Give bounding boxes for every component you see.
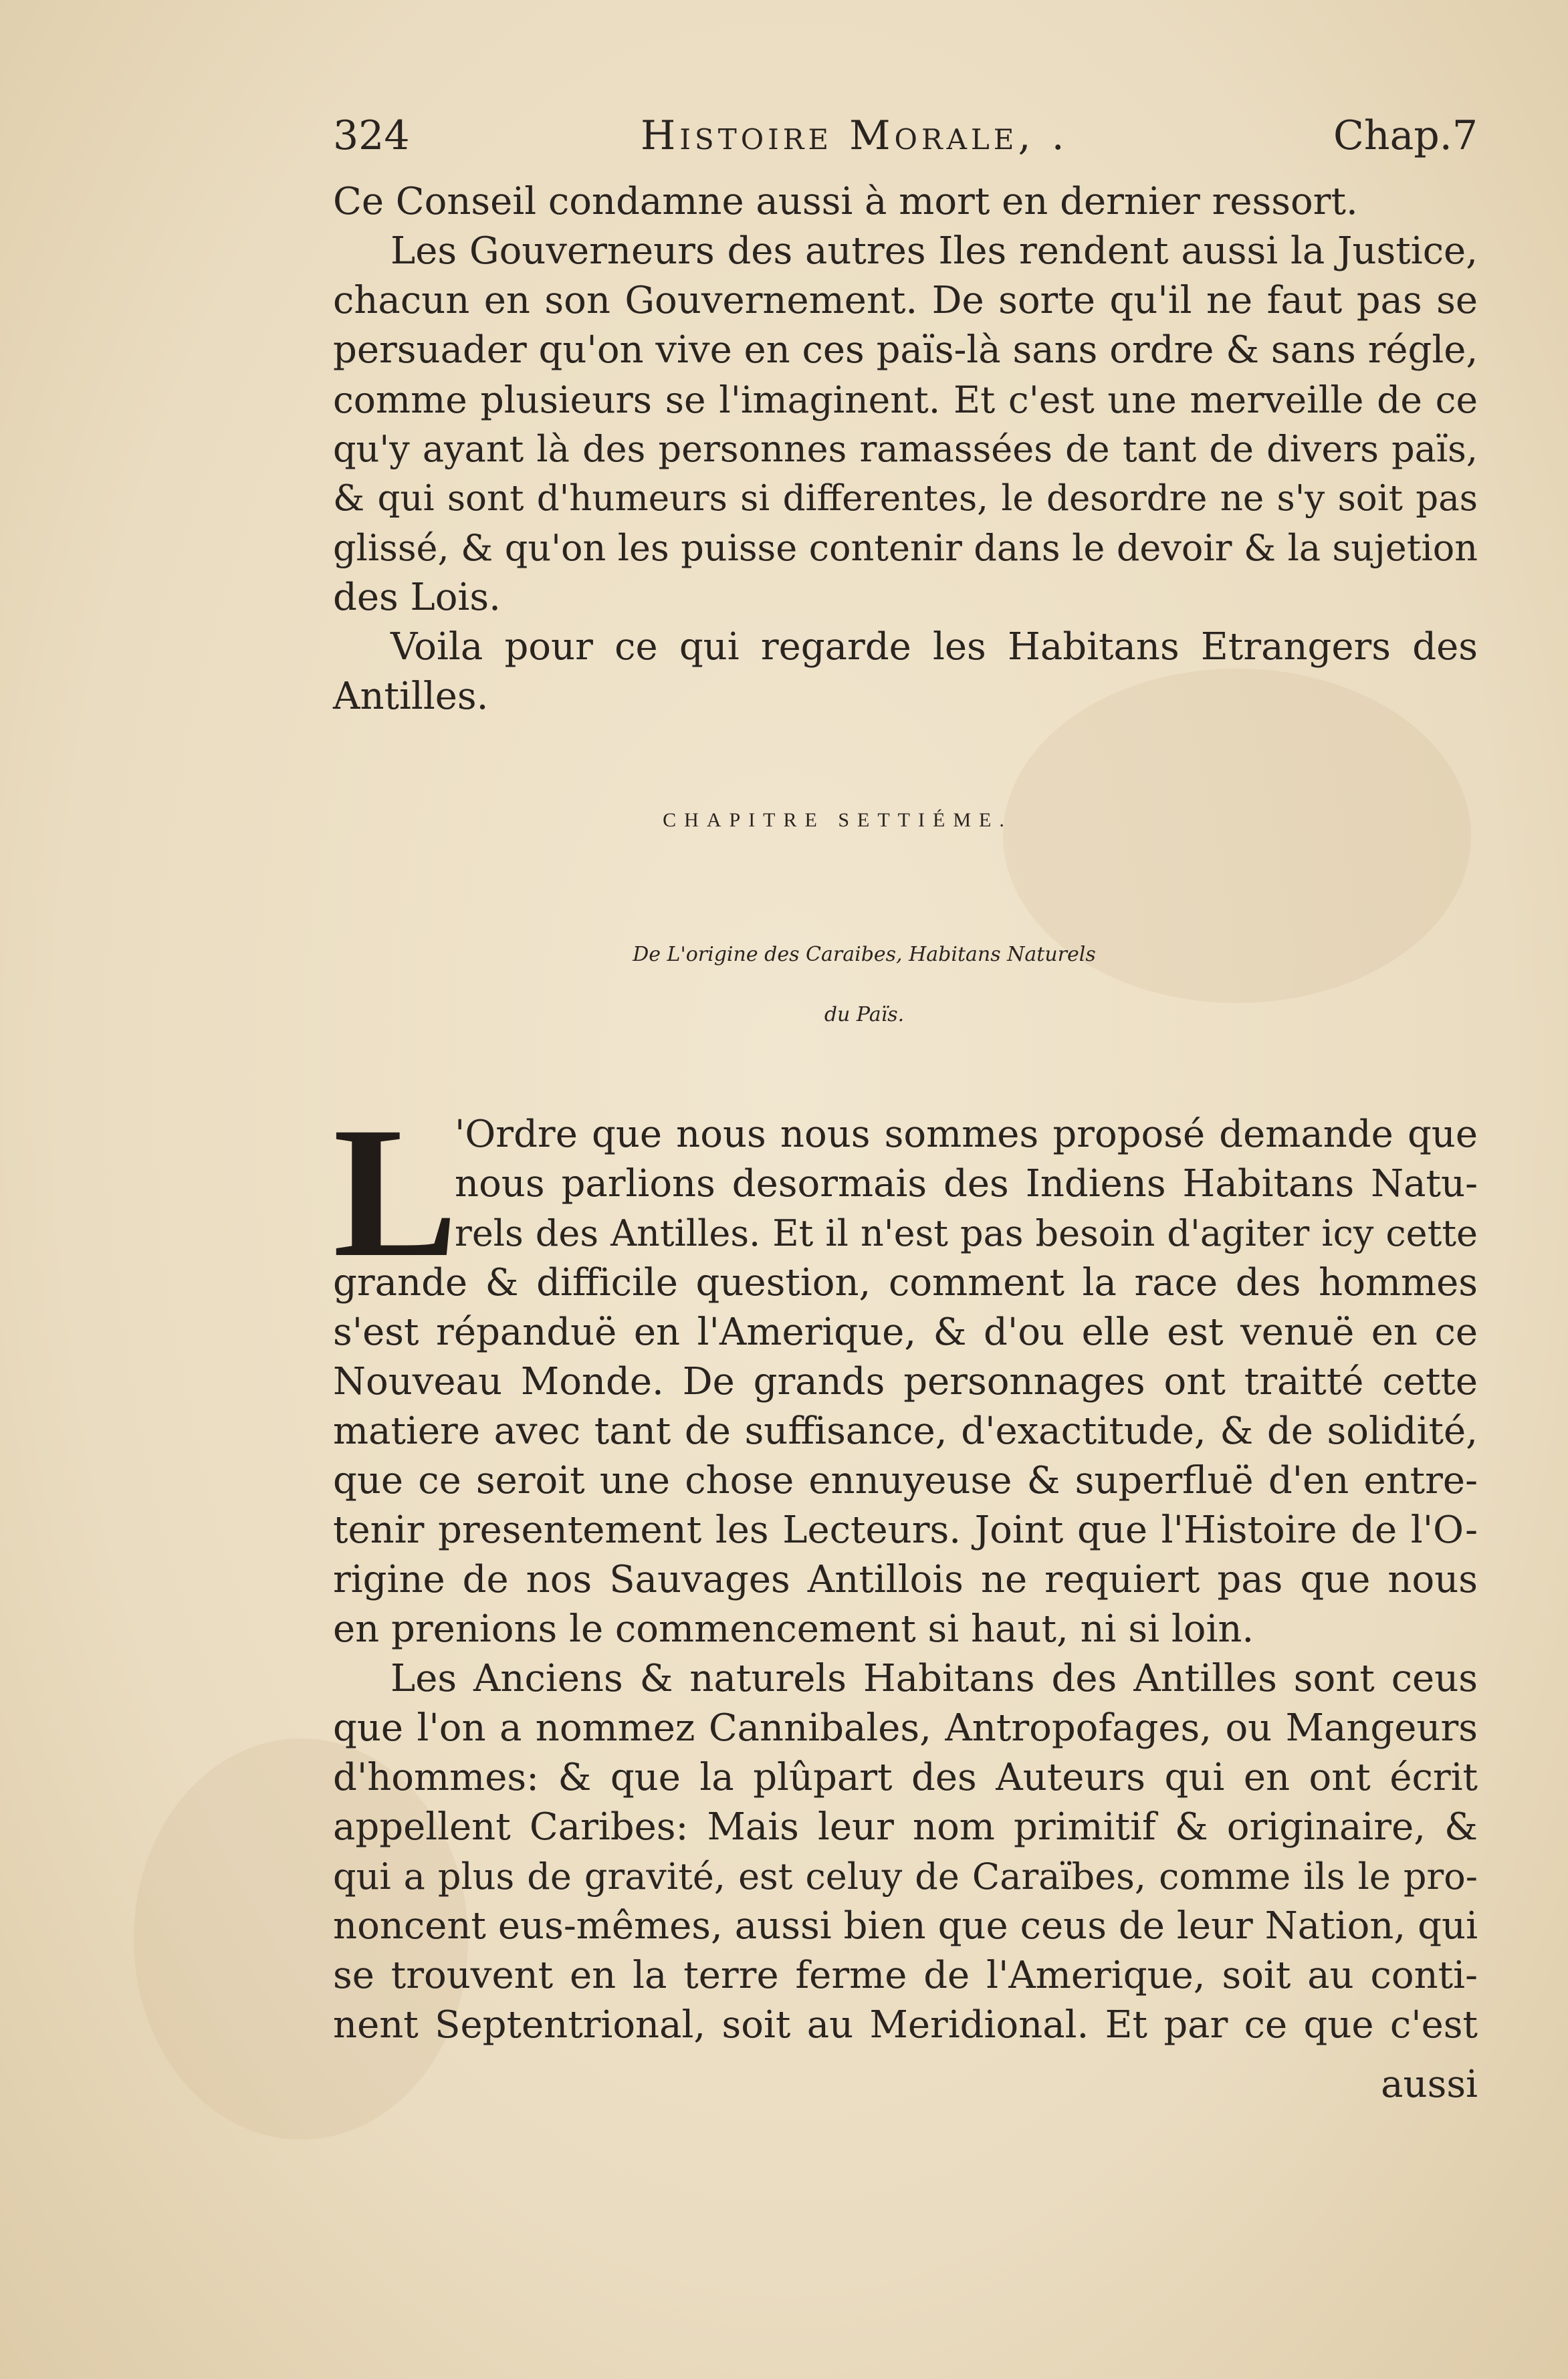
text-line: noncent eus-mêmes, aussi bien que ceus de leur Nation, qui bbox=[333, 1904, 1478, 1948]
chapter-subtitle: De L'origine des Caraibes, Habitans Naturels bbox=[633, 943, 1096, 966]
text-line: en prenions le commencement si haut, ni si loin. bbox=[333, 1607, 1254, 1651]
text-line: Les Gouverneurs des autres Iles rendent aussi la Justice, bbox=[390, 229, 1478, 273]
text-line: rigine de nos Sauvages Antillois ne requiert pas que nous bbox=[333, 1558, 1478, 1601]
text-line: s'est répanduë en l'Amerique, & d'ou elle est venuë en ce bbox=[333, 1311, 1478, 1354]
text-line: qu'y ayant là des personnes ramassées de tant de divers païs, bbox=[333, 428, 1478, 470]
text-line: Voila pour ce qui regarde les Habitans Etrangers des bbox=[390, 625, 1478, 669]
text-line: rels des Antilles. Et il n'est pas besoin d'agiter icy cette bbox=[455, 1212, 1478, 1254]
text-line: tenir presentement les Lecteurs. Joint que l'Histoire de l'O- bbox=[333, 1508, 1478, 1552]
text-line: d'hommes: & que la plûpart des Auteurs qui en ont écrit bbox=[333, 1756, 1478, 1799]
text-line: Antilles. bbox=[333, 675, 489, 718]
text-line: persuader qu'on vive en ces païs-là sans ordre & sans régle, bbox=[333, 328, 1478, 372]
text-line: que l'on a nommez Cannibales, Antropofages, ou Mangeurs bbox=[333, 1706, 1478, 1750]
drop-cap: L bbox=[333, 1088, 458, 1296]
text-line: matiere avec tant de suffisance, d'exactitude, & de solidité, bbox=[333, 1409, 1478, 1453]
text-line: & qui sont d'humeurs si differentes, le desordre ne s'y soit pas bbox=[333, 478, 1478, 519]
text-line: Ce Conseil condamne aussi à mort en dernier ressort. bbox=[333, 180, 1358, 223]
text-line: Les Anciens & naturels Habitans des Antilles sont ceus bbox=[390, 1657, 1478, 1700]
text-line: appellent Caribes: Mais leur nom primitif & originaire, & bbox=[333, 1805, 1478, 1849]
text-line: chacun en son Gouvernement. De sorte qu'il ne faut pas se bbox=[333, 279, 1478, 322]
previous-chapter-text bbox=[333, 181, 1478, 735]
chapter-title: CHAPITRE SETTIÉME. bbox=[663, 809, 1012, 831]
page-number: 324 bbox=[333, 112, 410, 159]
chapter-body-text bbox=[333, 1262, 1478, 2057]
text-line: que ce seroit une chose ennuyeuse & superfluë d'en entre- bbox=[333, 1459, 1478, 1502]
running-title: Histoire Morale, . bbox=[641, 112, 1069, 159]
text-line: comme plusieurs se l'imaginent. Et c'est une merveille de ce bbox=[333, 378, 1478, 421]
text-line: qui a plus de gravité, est celuy de Caraïbes, comme ils le pro- bbox=[333, 1855, 1478, 1898]
text-line: Nouveau Monde. De grands personnages ont traitté cette bbox=[333, 1360, 1478, 1403]
text-line: grande & difficile question, comment la race des hommes bbox=[333, 1261, 1478, 1305]
text-line: nent Septentrional, soit au Meridional. Et par ce que c'est bbox=[333, 2003, 1478, 2047]
page-header bbox=[333, 112, 1478, 159]
text-line: des Lois. bbox=[333, 576, 501, 619]
catchword: aussi bbox=[1381, 2063, 1478, 2106]
chapter-reference: Chap.7 bbox=[1333, 112, 1478, 159]
text-line: se trouvent en la terre ferme de l'Amerique, soit au conti- bbox=[333, 1954, 1478, 1997]
dropcap-paragraph-start bbox=[455, 1113, 1478, 1267]
chapter-subtitle: du Païs. bbox=[824, 1003, 905, 1026]
text-line: glissé, & qu'on les puisse contenir dans le devoir & la sujetion bbox=[333, 527, 1478, 569]
text-line: 'Ordre que nous nous sommes proposé demande que bbox=[455, 1113, 1478, 1156]
text-line: nous parlions desormais des Indiens Habitans Natu- bbox=[455, 1162, 1478, 1206]
